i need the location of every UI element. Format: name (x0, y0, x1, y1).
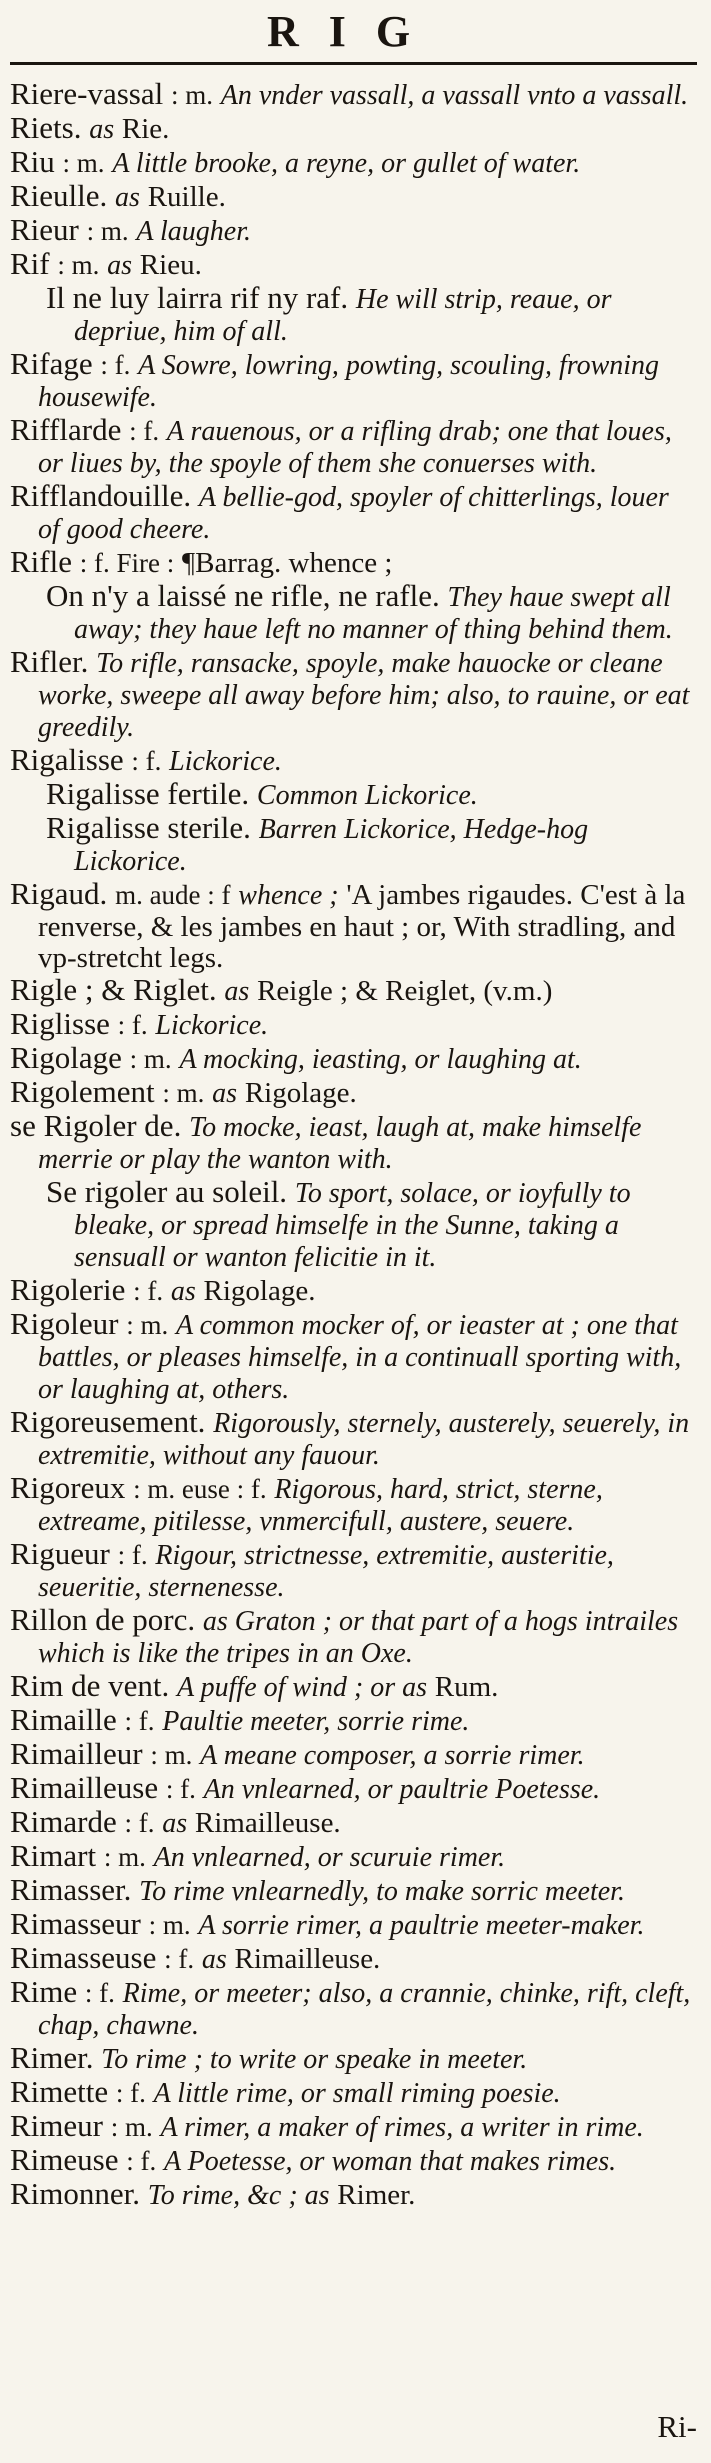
gloss: as (212, 1078, 238, 1109)
grammar-note: m. aude : f (115, 880, 231, 910)
gloss: as (170, 1276, 196, 1307)
dictionary-entry (10, 1906, 697, 1941)
gloss: To rime ; to write or speake in meeter. (101, 2044, 528, 2075)
headword: Il ne luy lairra rif ny raf. (46, 280, 349, 315)
dictionary-entry (10, 346, 697, 413)
dictionary-entry (10, 1702, 697, 1737)
dictionary-entry (10, 1872, 697, 1907)
grammar-note: : f. (129, 416, 160, 446)
dictionary-entry (10, 1770, 697, 1805)
dictionary-entry (10, 76, 697, 111)
grammar-note: : m. (162, 1078, 205, 1108)
catchword: Ri- (657, 2409, 697, 2444)
dictionary-entry (10, 212, 697, 247)
grammar-note: : f. (117, 1010, 148, 1040)
dictionary-entry (10, 1272, 697, 1307)
dictionary-entry (10, 246, 697, 281)
headword: Rifler. (10, 644, 89, 679)
headword: Riets. (10, 110, 82, 145)
gloss: Lickorice. (155, 1010, 269, 1041)
headword: Rigoreux (10, 1470, 126, 1505)
grammar-note: : f. (100, 350, 131, 380)
headword: Rigoreusement. (10, 1404, 206, 1439)
gloss: They haue swept all away; they haue left no manner of thing behind them. (74, 582, 673, 645)
dictionary-entry (10, 644, 697, 743)
headword: Rigoleur (10, 1306, 119, 1341)
grammar-note: : f. (126, 2146, 157, 2176)
gloss: A mocking, ieasting, or laughing at. (179, 1044, 582, 1075)
headword: Rimasser. (10, 1872, 132, 1907)
dictionary-entry (10, 478, 697, 545)
dictionary-entry (10, 144, 697, 179)
grammar-note: : f. (131, 746, 162, 776)
gloss: Barren Lickorice, Hedge-hog Lickorice. (74, 814, 589, 877)
cross-reference: Rieu. (139, 249, 202, 281)
cross-reference: Rimailleuse. (194, 1807, 341, 1839)
gloss: A little rime, or small riming poesie. (153, 2078, 561, 2109)
grammar-note: : m. (110, 2112, 153, 2142)
gloss: as Graton ; or that part of a hogs intrailes which is like the tripes in an Oxe. (38, 1606, 679, 1669)
gloss: To mocke, ieast, laugh at, make himselfe merrie or play the wanton with. (38, 1112, 642, 1175)
headword: Rigaud. (10, 876, 108, 911)
headword: Rigueur (10, 1536, 110, 1571)
headword: Rimarde (10, 1804, 117, 1839)
gloss: as (162, 1808, 188, 1839)
headword: Rigolage (10, 1040, 122, 1075)
headword: Rigalisse fertile. (46, 776, 250, 811)
headword: On n'y a laissé ne rifle, ne rafle. (46, 578, 440, 613)
headword: Rieulle. (10, 178, 108, 213)
dictionary-entry (10, 544, 697, 579)
subentry (10, 776, 697, 811)
subentry (10, 280, 697, 347)
dictionary-entry (10, 2074, 697, 2109)
gloss: To rifle, ransacke, spoyle, make hauocke or cleane worke, sweepe all away before him; also, to rauine, or eat greedily. (38, 648, 690, 743)
grammar-note: : f. (117, 1540, 148, 1570)
headword: Rimailleuse (10, 1770, 159, 1805)
dictionary-entry (10, 1974, 697, 2041)
dictionary-entry (10, 2176, 697, 2211)
dictionary-entry (10, 1108, 697, 1175)
dictionary-entry (10, 876, 697, 974)
running-header: RIG (266, 6, 441, 56)
dictionary-entry (10, 1602, 697, 1669)
headword: Rigalisse sterile. (46, 810, 251, 845)
dictionary-entry (10, 1074, 697, 1109)
cross-reference: Reigle ; & Reiglet, (v.m.) (257, 975, 553, 1007)
headword: Rifflarde (10, 412, 122, 447)
headword: Rimonner. (10, 2176, 141, 2211)
gloss: To sport, solace, or ioyfully to bleake, or spread himselfe in the Sunne, taking a sensuall or wanton felicitie in it. (74, 1178, 631, 1273)
grammar-note: : f. (165, 1774, 196, 1804)
gloss: A bellie-god, spoyler of chitterlings, louer of good cheere. (38, 482, 669, 545)
cross-reference: Rie. (121, 113, 170, 145)
headword: Rillon de porc. (10, 1602, 196, 1637)
headword: Rigolement (10, 1074, 155, 1109)
headword: Riglisse (10, 1006, 110, 1041)
gloss: whence ; (238, 880, 339, 911)
gloss: An vnlearned, or paultrie Poetesse. (203, 1774, 601, 1805)
gloss: Rigorously, sternely, austerely, seuerely, in extremitie, without any fauour. (38, 1408, 690, 1471)
dictionary-entry (10, 2108, 697, 2143)
subentry (10, 578, 697, 645)
headword: Rimasseur (10, 1906, 141, 1941)
dictionary-entry (10, 1404, 697, 1471)
grammar-note: : m. (126, 1310, 169, 1340)
subentry (10, 810, 697, 877)
gloss: as (224, 976, 250, 1007)
dictionary-entry (10, 2142, 697, 2177)
cross-reference: Rigolage. (203, 1275, 316, 1307)
gloss: He will strip, reaue, or depriue, him of all. (74, 284, 612, 347)
gloss: A common mocker of, or ieaster at ; one that battles, or pleases himselfe, in a continuall sporting with, or laughing at, others. (38, 1310, 682, 1405)
headword: Rifflandouille. (10, 478, 192, 513)
gloss: A little brooke, a reyne, or gullet of water. (112, 148, 581, 179)
headword: Rim de vent. (10, 1668, 170, 1703)
dictionary-entry (10, 742, 697, 777)
grammar-note: : f. (124, 1808, 155, 1838)
grammar-note: : f. (115, 2078, 146, 2108)
dictionary-entry (10, 972, 697, 1007)
dictionary-entry (10, 1736, 697, 1771)
headword: Se rigoler au soleil. (46, 1174, 288, 1209)
headword: se Rigoler de. (10, 1108, 182, 1143)
grammar-note: : m. (170, 80, 213, 110)
grammar-note: : m. (148, 1910, 191, 1940)
dictionary-entry (10, 2040, 697, 2075)
gloss: A meane composer, a sorrie rimer. (200, 1740, 585, 1771)
gloss: as (107, 250, 133, 281)
dictionary-entry (10, 1470, 697, 1537)
gloss: To rime vnlearnedly, to make sorric meeter. (139, 1876, 625, 1907)
cross-reference: Rigolage. (244, 1077, 357, 1109)
cross-reference: Rum. (434, 1671, 499, 1703)
cross-reference: Ruille. (147, 181, 226, 213)
gloss: A laugher. (136, 216, 251, 247)
dictionary-entry (10, 1838, 697, 1873)
dictionary-entry (10, 1006, 697, 1041)
headword: Rifage (10, 346, 93, 381)
grammar-note: : m. (62, 148, 105, 178)
grammar-note: : m. (103, 1842, 146, 1872)
grammar-note: : f. (133, 1276, 164, 1306)
gloss: as (115, 182, 140, 213)
gloss: To rime, &c ; as (147, 2180, 330, 2211)
grammar-note: : m. (150, 1740, 193, 1770)
headword: Rimaille (10, 1702, 117, 1737)
headword: Rimasseuse (10, 1940, 157, 1975)
gloss: Paultie meeter, sorrie rime. (162, 1706, 470, 1737)
headword: Rieur (10, 212, 79, 247)
gloss: Rigour, strictnesse, extremitie, austeritie, seueritie, sternenesse. (38, 1540, 614, 1603)
gloss: as (201, 1944, 227, 1975)
gloss: A sorrie rimer, a paultrie meeter-maker. (198, 1910, 645, 1941)
dictionary-entry (10, 1306, 697, 1405)
grammar-note: : f. (124, 1706, 155, 1736)
headword: Rigalisse (10, 742, 124, 777)
grammar-note: : m. euse : f. (133, 1474, 267, 1504)
grammar-note: : f. Fire : (79, 548, 175, 578)
gloss: An vnder vassall, a vassall vnto a vassall. (220, 80, 689, 111)
dictionary-entry (10, 412, 697, 479)
grammar-note: : f. (164, 1944, 195, 1974)
headword: Rigolerie (10, 1272, 126, 1307)
dictionary-entry (10, 1940, 697, 1975)
cross-reference: Rimer. (337, 2179, 416, 2211)
cross-reference: Rimailleuse. (234, 1943, 381, 1975)
headword: Rime (10, 1974, 78, 2009)
gloss: A puffe of wind ; or as (177, 1672, 427, 1703)
grammar-note: : m. (86, 216, 129, 246)
gloss: Rigorous, hard, strict, sterne, extreame, pitilesse, vnmercifull, austere, seuere. (38, 1474, 603, 1537)
gloss: A Poetesse, or woman that makes rimes. (164, 2146, 617, 2177)
grammar-note: : f. (84, 1978, 115, 2008)
gloss: Rime, or meeter; also, a crannie, chinke, rift, cleft, chap, chawne. (38, 1978, 691, 2041)
gloss: An vnlearned, or scuruie rimer. (153, 1842, 506, 1873)
gloss: Common Lickorice. (256, 780, 478, 811)
grammar-note: : m. (57, 250, 100, 280)
dictionary-entry (10, 1804, 697, 1839)
dictionary-entry (10, 1536, 697, 1603)
gloss: A Sowre, lowring, powting, scouling, frowning housewife. (38, 350, 660, 413)
dictionary-entry (10, 1668, 697, 1703)
cross-reference: ¶Barrag. whence ; (182, 547, 393, 579)
headword: Riere-vassal (10, 76, 164, 111)
gloss: Lickorice. (169, 746, 282, 777)
headword: Rimeur (10, 2108, 103, 2143)
headword: Rifle (10, 544, 72, 579)
headword: Rimer. (10, 2040, 94, 2075)
headword: Rimette (10, 2074, 109, 2109)
entry-list (10, 76, 697, 2211)
headword: Rimailleur (10, 1736, 143, 1771)
header-rule (10, 62, 697, 65)
headword: Rigle ; & Riglet. (10, 972, 217, 1007)
dictionary-entry (10, 1040, 697, 1075)
dictionary-entry (10, 178, 697, 213)
gloss: A rimer, a maker of rimes, a writer in rime. (160, 2112, 644, 2143)
subentry (10, 1174, 697, 1273)
headword: Riu (10, 144, 55, 179)
grammar-note: : m. (129, 1044, 172, 1074)
dictionary-entry (10, 110, 697, 145)
headword: Rif (10, 246, 50, 281)
cross-reference: 'A jambes rigaudes. C'est à la renverse, & les jambes en haut ; or, With stradling, and vp-stretcht legs. (38, 879, 686, 974)
headword: Rimart (10, 1838, 97, 1873)
headword: Rimeuse (10, 2142, 119, 2177)
gloss: as (89, 114, 115, 145)
gloss: A rauenous, or a rifling drab; one that loues, or liues by, the spoyle of them she conuerses with. (38, 416, 672, 479)
